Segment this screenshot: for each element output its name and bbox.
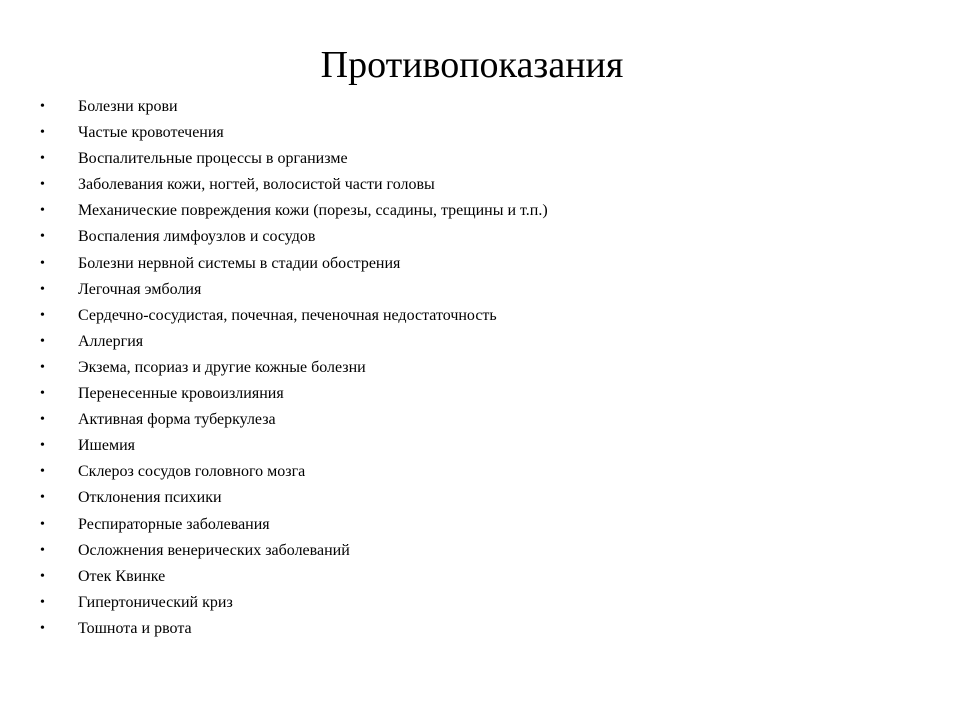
- list-item-text: Гипертонический криз: [78, 593, 233, 611]
- list-item-text: Сердечно-сосудистая, почечная, печеночная недостаточность: [78, 306, 497, 324]
- bullet-dot-icon: •: [40, 255, 45, 271]
- list-item-text: Болезни нервной системы в стадии обострения: [78, 254, 401, 272]
- list-item: [40, 538, 900, 564]
- list-item: [40, 303, 900, 329]
- list-item-text: Заболевания кожи, ногтей, волосистой части головы: [78, 176, 435, 194]
- bullet-dot-icon: •: [40, 151, 45, 167]
- list-item: [40, 198, 900, 224]
- list-item-text: Воспаления лимфоузлов и сосудов: [78, 228, 316, 246]
- bullet-dot-icon: •: [40, 203, 45, 219]
- list-item-text: Перенесенные кровоизлияния: [78, 385, 284, 403]
- list-item: [40, 224, 900, 250]
- list-item: [40, 407, 900, 433]
- list-item: [40, 381, 900, 407]
- bullet-dot-icon: •: [40, 386, 45, 402]
- list-item: [40, 277, 900, 303]
- bullet-dot-icon: •: [40, 412, 45, 428]
- list-item: [40, 146, 900, 172]
- bullet-dot-icon: •: [40, 125, 45, 141]
- list-item: [40, 564, 900, 590]
- list-item-text: Ишемия: [78, 437, 136, 455]
- bullet-dot-icon: •: [40, 359, 45, 375]
- list-item-text: Легочная эмболия: [78, 280, 202, 298]
- list-item-text: Экзема, псориаз и другие кожные болезни: [78, 358, 366, 376]
- list-item-text: Осложнения венерических заболеваний: [78, 541, 350, 559]
- bullet-dot-icon: •: [40, 490, 45, 506]
- list-item: [40, 120, 900, 146]
- list-item: [40, 172, 900, 198]
- list-item: [40, 355, 900, 381]
- list-item-text: Отек Квинке: [78, 567, 166, 585]
- slide-title: Противопоказания: [320, 44, 624, 86]
- bullet-dot-icon: •: [40, 516, 45, 532]
- list-item-text: Аллергия: [78, 332, 144, 350]
- bullet-dot-icon: •: [40, 542, 45, 558]
- list-item: [40, 590, 900, 616]
- list-item-text: Тошнота и рвота: [78, 619, 192, 637]
- list-item: [40, 459, 900, 485]
- bullet-dot-icon: •: [40, 281, 45, 297]
- list-item-text: Респираторные заболевания: [78, 515, 270, 533]
- bullet-dot-icon: •: [40, 620, 45, 636]
- list-item: [40, 485, 900, 511]
- list-item-text: Частые кровотечения: [78, 124, 224, 142]
- list-item: [40, 512, 900, 538]
- list-item-text: Воспалительные процессы в организме: [78, 150, 348, 168]
- bullet-dot-icon: •: [40, 568, 45, 584]
- bullet-dot-icon: •: [40, 229, 45, 245]
- bullet-dot-icon: •: [40, 594, 45, 610]
- list-item-text: Механические повреждения кожи (порезы, ссадины, трещины и т.п.): [78, 202, 548, 220]
- bullet-dot-icon: •: [40, 177, 45, 193]
- list-item: [40, 251, 900, 277]
- list-item: [40, 433, 900, 459]
- list-item-text: Склероз сосудов головного мозга: [78, 463, 306, 481]
- contraindications-list: [40, 94, 900, 642]
- list-item-text: Отклонения психики: [78, 489, 222, 507]
- bullet-dot-icon: •: [40, 333, 45, 349]
- bullet-dot-icon: •: [40, 99, 45, 114]
- bullet-dot-icon: •: [40, 307, 45, 323]
- bullet-dot-icon: •: [40, 464, 45, 480]
- list-item: [40, 616, 900, 642]
- list-item: [40, 329, 900, 355]
- list-item: [40, 94, 900, 120]
- list-item-text: Болезни крови: [78, 98, 178, 115]
- bullet-dot-icon: •: [40, 438, 45, 454]
- list-item-text: Активная форма туберкулеза: [78, 411, 276, 429]
